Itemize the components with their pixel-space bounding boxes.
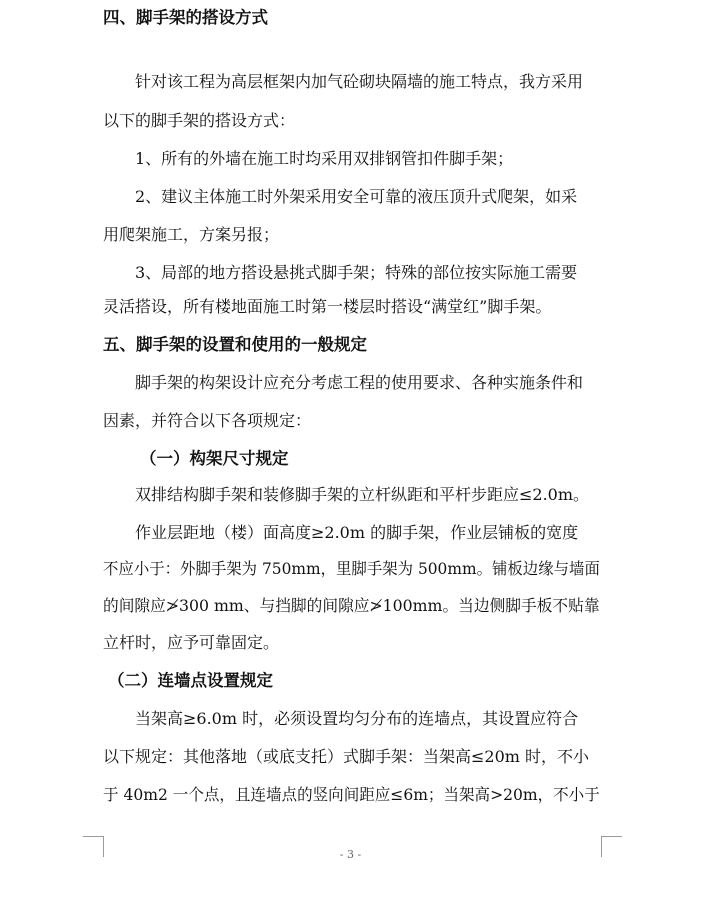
paragraph-line: 以下的脚手架的搭设方式： [103, 111, 296, 130]
paragraph-line: 针对该工程为高层框架内加气砼砌块隔墙的施工特点，我方采用 [135, 72, 584, 91]
paragraph-line: 因素，并符合以下各项规定： [103, 411, 312, 430]
paragraph-line: 立杆时，应予可靠固定。 [103, 633, 280, 652]
paragraph-line: 不应小于：外脚手架为 750mm，里脚手架为 500mm。铺板边缘与墙面 [103, 559, 600, 578]
paragraph-line: 作业层距地（楼）面高度≥2.0m 的脚手架，作业层铺板的宽度 [135, 523, 579, 542]
paragraph-line: 用爬架施工，方案另报； [103, 225, 280, 244]
paragraph-line: 当架高≥6.0m 时，必须设置均匀分布的连墙点，其设置应符合 [135, 709, 579, 728]
paragraph-line: 脚手架的构架设计应充分考虑工程的使用要求、各种实施条件和 [135, 373, 584, 392]
list-item-2: 2、建议主体施工时外架采用安全可靠的液压顶升式爬架，如采 [135, 187, 578, 206]
paragraph-line: 双排结构脚手架和装修脚手架的立杆纵距和平杆步距应≤2.0m。 [135, 485, 590, 504]
paragraph-line: 以下规定：其他落地（或底支托）式脚手架：当架高≤20m 时，不小 [103, 747, 590, 766]
paragraph-line: 的间隙应≯300 mm、与挡脚的间隙应≯100mm。当边侧脚手板不贴靠 [103, 596, 600, 615]
paragraph-line: 灵活搭设，所有楼地面施工时第一楼层时搭设“满堂红”脚手架。 [103, 297, 552, 316]
list-item-3: 3、局部的地方搭设悬挑式脚手架；特殊的部位按实际施工需要 [135, 263, 578, 282]
section-heading-4: 四、脚手架的搭设方式 [103, 8, 268, 27]
section-heading-5: 五、脚手架的设置和使用的一般规定 [103, 335, 367, 354]
list-item-1: 1、所有的外墙在施工时均采用双排钢管扣件脚手架； [135, 149, 514, 168]
subsection-heading-1: （一）构架尺寸规定 [140, 449, 289, 468]
paragraph-line: 于 40m2 一个点，且连墙点的竖向间距应≤6m；当架高>20m，不小于 [103, 785, 600, 804]
subsection-heading-2: （二）连墙点设置规定 [108, 671, 273, 690]
page-number: - 3 - [339, 848, 362, 861]
